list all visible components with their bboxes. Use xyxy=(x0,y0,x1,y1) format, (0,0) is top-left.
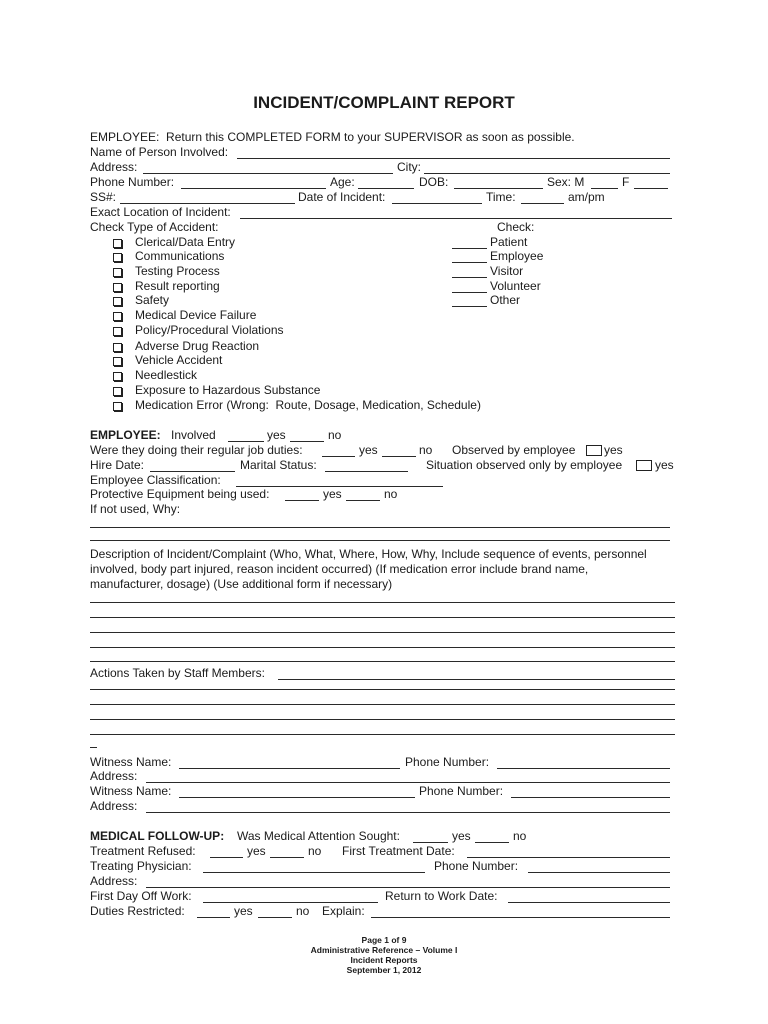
accident-type-row xyxy=(0,353,768,368)
protective-equipment-label: Protective Equipment being used: xyxy=(90,487,270,501)
check-option-label: Other xyxy=(490,293,521,307)
classification-row xyxy=(0,473,768,488)
description-field-line[interactable] xyxy=(90,634,675,648)
yes-label: yes xyxy=(359,443,378,457)
check-option-field[interactable] xyxy=(452,293,487,307)
check-option-field[interactable] xyxy=(452,279,487,293)
check-header: Check: xyxy=(497,220,535,234)
actions-field-line[interactable] xyxy=(90,676,675,690)
employee-involved-row xyxy=(0,428,768,443)
witness-phone-label: Phone Number: xyxy=(405,755,490,769)
actions-line-row xyxy=(0,676,768,691)
witness-address-label: Address: xyxy=(90,769,138,783)
first-treatment-date-field[interactable] xyxy=(467,844,670,858)
dob-field[interactable] xyxy=(454,175,543,189)
accident-type-row xyxy=(0,308,768,323)
physician-address-label: Address: xyxy=(90,874,138,888)
explain-label: Explain: xyxy=(322,904,365,918)
employee-heading: EMPLOYEE: xyxy=(90,428,161,442)
no-label: no xyxy=(513,829,527,843)
yes-label: yes xyxy=(234,904,253,918)
accident-type-option: Adverse Drug Reaction xyxy=(135,339,260,353)
classification-field[interactable] xyxy=(236,473,443,487)
actions-field-line[interactable] xyxy=(90,721,675,735)
witness-name-field[interactable] xyxy=(179,784,415,798)
job-duties-label: Were they doing their regular job duties: xyxy=(90,443,303,457)
footer-date: September 1, 2012 xyxy=(346,965,422,975)
no-label: no xyxy=(308,844,322,858)
accident-type-checkbox[interactable] xyxy=(113,327,122,336)
actions-line-row xyxy=(0,691,768,706)
job-duties-row xyxy=(0,443,768,458)
sex-m-field[interactable] xyxy=(591,175,618,189)
no-label: no xyxy=(384,487,398,501)
treatment-refused-no-field[interactable] xyxy=(270,844,304,858)
location-field[interactable] xyxy=(240,205,672,219)
duties-restricted-row xyxy=(0,904,768,919)
witness-address-label: Address: xyxy=(90,799,138,813)
page-number: Page 1 of 9 xyxy=(361,935,407,945)
accident-type-checkbox[interactable] xyxy=(113,372,122,381)
description-line-row xyxy=(0,634,768,649)
incident-date-field[interactable] xyxy=(392,190,482,204)
accident-type-option: Result reporting xyxy=(135,279,220,293)
accident-type-option: Medical Device Failure xyxy=(135,308,257,322)
city-label: City: xyxy=(397,160,421,174)
medical-attention-label: Was Medical Attention Sought: xyxy=(237,829,400,843)
description-line-row xyxy=(0,589,768,604)
treating-physician-row xyxy=(0,859,768,874)
accident-type-row xyxy=(0,368,768,383)
ssn-field[interactable] xyxy=(120,190,295,204)
check-option-label: Visitor xyxy=(490,264,524,278)
return-to-work-field[interactable] xyxy=(508,889,670,903)
duties-yes-field[interactable] xyxy=(322,443,355,457)
explain-field[interactable] xyxy=(371,904,670,918)
accident-type-header-row xyxy=(0,220,768,235)
yes-label: yes xyxy=(267,428,286,442)
yes-label: yes xyxy=(323,487,342,501)
accident-type-checkbox[interactable] xyxy=(113,283,122,292)
first-treatment-date-label: First Treatment Date: xyxy=(342,844,455,858)
description-instruction: manufacturer, dosage) (Use additional form if necessary) xyxy=(90,577,393,591)
no-label: no xyxy=(419,443,433,457)
involved-label: Involved xyxy=(171,428,216,442)
location-label: Exact Location of Incident: xyxy=(90,205,231,219)
witness-name-field[interactable] xyxy=(179,755,400,769)
work-days-row xyxy=(0,889,768,904)
actions-field-line[interactable] xyxy=(90,706,675,720)
treating-physician-label: Treating Physician: xyxy=(90,859,192,873)
incident-date-label: Date of Incident: xyxy=(298,190,386,204)
description-field-line[interactable] xyxy=(90,589,675,603)
city-field[interactable] xyxy=(424,160,670,174)
description-instruction-row xyxy=(0,562,768,577)
am-pm-label: am/pm xyxy=(568,190,605,204)
treating-physician-field[interactable] xyxy=(203,859,425,873)
accident-type-checkbox[interactable] xyxy=(113,253,122,262)
phone-field[interactable] xyxy=(181,175,326,189)
accident-type-checkbox[interactable] xyxy=(113,343,122,352)
accident-type-option: Testing Process xyxy=(135,264,220,278)
accident-type-checkbox[interactable] xyxy=(113,268,122,277)
duties-restricted-yes-field[interactable] xyxy=(197,904,230,918)
footer-section: Incident Reports xyxy=(350,955,418,965)
accident-type-row xyxy=(0,323,768,338)
yes-label: yes xyxy=(655,458,674,472)
witness-phone-field[interactable] xyxy=(497,755,670,769)
return-to-work-label: Return to Work Date: xyxy=(385,889,498,903)
medical-attention-no-field[interactable] xyxy=(475,829,509,843)
hire-date-row xyxy=(0,458,768,473)
accident-type-option: Vehicle Accident xyxy=(135,353,223,367)
treatment-refused-row xyxy=(0,844,768,859)
witness-name-row xyxy=(0,784,768,799)
accident-type-checkbox[interactable] xyxy=(113,402,122,411)
intro-row xyxy=(0,130,768,145)
why-field-line[interactable] xyxy=(90,527,670,541)
physician-phone-field[interactable] xyxy=(528,859,670,873)
marital-status-label: Marital Status: xyxy=(240,458,317,472)
accident-type-row xyxy=(0,339,768,354)
description-field-line[interactable] xyxy=(90,604,675,618)
physician-phone-label: Phone Number: xyxy=(434,859,519,873)
witness-name-row xyxy=(0,755,768,770)
description-instruction-row xyxy=(0,547,768,562)
witness-address-row xyxy=(0,769,768,784)
accident-type-option: Policy/Procedural Violations xyxy=(135,323,284,337)
no-label: no xyxy=(328,428,342,442)
observed-label: Observed by employee xyxy=(452,443,576,457)
marital-status-field[interactable] xyxy=(325,458,408,472)
accident-type-option: Exposure to Hazardous Substance xyxy=(135,383,321,397)
description-instruction: Description of Incident/Complaint (Who, What, Where, How, Why, Include sequence of events, personnel xyxy=(90,547,647,561)
witness-name-label: Witness Name: xyxy=(90,784,172,798)
medical-follow-up-heading: MEDICAL FOLLOW-UP: xyxy=(90,829,225,843)
accident-type-label: Check Type of Accident: xyxy=(90,220,219,234)
name-row xyxy=(0,145,768,160)
accident-type-checkbox[interactable] xyxy=(113,357,122,366)
actions-line-row xyxy=(0,706,768,721)
check-option-label: Volunteer xyxy=(490,279,541,293)
duties-no-field[interactable] xyxy=(382,443,416,457)
accident-type-option: Communications xyxy=(135,249,225,263)
involved-no-field[interactable] xyxy=(290,428,324,442)
physician-address-field[interactable] xyxy=(146,874,670,888)
check-option-field[interactable] xyxy=(452,264,487,278)
accident-type-row xyxy=(0,249,768,264)
first-day-off-label: First Day Off Work: xyxy=(90,889,192,903)
sex-f-field[interactable] xyxy=(634,175,668,189)
sex-m-label: Sex: M xyxy=(547,175,585,189)
observed-checkbox[interactable] xyxy=(586,445,602,456)
check-option-field[interactable] xyxy=(452,235,487,249)
yes-label: yes xyxy=(452,829,471,843)
witness-address-field[interactable] xyxy=(146,799,670,813)
medical-attention-yes-field[interactable] xyxy=(413,829,448,843)
description-instruction: involved, body part injured, reason incident occurred) (If medication error include brand name, xyxy=(90,562,589,576)
why-label: If not used, Why: xyxy=(90,502,181,516)
description-line-row xyxy=(0,619,768,634)
name-field[interactable] xyxy=(237,145,670,159)
name-label: Name of Person Involved: xyxy=(90,145,229,159)
accident-type-row xyxy=(0,264,768,279)
medical-attention-row xyxy=(0,829,768,844)
yes-label: yes xyxy=(247,844,266,858)
accident-type-row xyxy=(0,235,768,250)
actions-line-row xyxy=(0,734,768,749)
hire-date-field[interactable] xyxy=(150,458,235,472)
duties-restricted-label: Duties Restricted: xyxy=(90,904,185,918)
address-label: Address: xyxy=(90,160,138,174)
accident-type-row xyxy=(0,279,768,294)
treatment-refused-yes-field[interactable] xyxy=(210,844,243,858)
accident-type-option: Safety xyxy=(135,293,170,307)
page-title: INCIDENT/COMPLAINT REPORT xyxy=(253,93,515,112)
check-option-label: Patient xyxy=(490,235,528,249)
classification-label: Employee Classification: xyxy=(90,473,221,487)
time-label: Time: xyxy=(486,190,516,204)
check-option-field[interactable] xyxy=(452,249,487,263)
description-line-row xyxy=(0,648,768,663)
duties-restricted-no-field[interactable] xyxy=(258,904,292,918)
physician-address-row xyxy=(0,874,768,889)
description-field-line[interactable] xyxy=(90,648,675,662)
why-line-row xyxy=(0,527,768,542)
first-day-off-field[interactable] xyxy=(203,889,378,903)
age-field[interactable] xyxy=(358,175,414,189)
address-row xyxy=(0,160,768,175)
accident-type-option: Medication Error (Wrong: Route, Dosage, Medication, Schedule) xyxy=(135,398,481,412)
involved-yes-field[interactable] xyxy=(228,428,264,442)
age-label: Age: xyxy=(330,175,355,189)
accident-type-row xyxy=(0,398,768,413)
accident-type-checkbox[interactable] xyxy=(113,297,122,306)
witness-name-label: Witness Name: xyxy=(90,755,172,769)
time-field[interactable] xyxy=(521,190,564,204)
dob-label: DOB: xyxy=(419,175,449,189)
actions-field-line[interactable] xyxy=(90,691,675,705)
phone-label: Phone Number: xyxy=(90,175,175,189)
intro-instruction: EMPLOYEE: Return this COMPLETED FORM to your SUPERVISOR as soon as possible. xyxy=(90,130,575,144)
actions-field-line-stub xyxy=(90,734,97,748)
accident-type-row xyxy=(0,293,768,308)
witness-address-row xyxy=(0,799,768,814)
ssn-row xyxy=(0,190,768,205)
why-field-line[interactable] xyxy=(90,514,670,528)
situation-observed-checkbox[interactable] xyxy=(636,460,652,471)
location-row xyxy=(0,205,768,220)
ssn-label: SS#: xyxy=(90,190,117,204)
description-line-row xyxy=(0,604,768,619)
accident-type-row xyxy=(0,383,768,398)
yes-label: yes xyxy=(604,443,623,457)
witness-phone-field[interactable] xyxy=(511,784,670,798)
address-field[interactable] xyxy=(143,160,393,174)
accident-type-checkbox[interactable] xyxy=(113,312,122,321)
protective-yes-field[interactable] xyxy=(285,487,319,501)
treatment-refused-label: Treatment Refused: xyxy=(90,844,196,858)
accident-type-checkbox[interactable] xyxy=(113,239,122,248)
description-field-line[interactable] xyxy=(90,619,675,633)
no-label: no xyxy=(296,904,310,918)
accident-type-checkbox[interactable] xyxy=(113,387,122,396)
protective-equipment-row xyxy=(0,487,768,502)
sex-f-label: F xyxy=(622,175,630,189)
accident-type-option: Clerical/Data Entry xyxy=(135,235,236,249)
check-option-label: Employee xyxy=(490,249,544,263)
footer-reference: Administrative Reference – Volume I xyxy=(310,945,458,955)
witness-address-field[interactable] xyxy=(146,769,670,783)
phone-row xyxy=(0,175,768,190)
situation-observed-label: Situation observed only by employee xyxy=(426,458,623,472)
witness-phone-label: Phone Number: xyxy=(419,784,504,798)
protective-no-field[interactable] xyxy=(346,487,380,501)
accident-type-option: Needlestick xyxy=(135,368,198,382)
hire-date-label: Hire Date: xyxy=(90,458,145,472)
actions-label: Actions Taken by Staff Members: xyxy=(90,666,265,680)
